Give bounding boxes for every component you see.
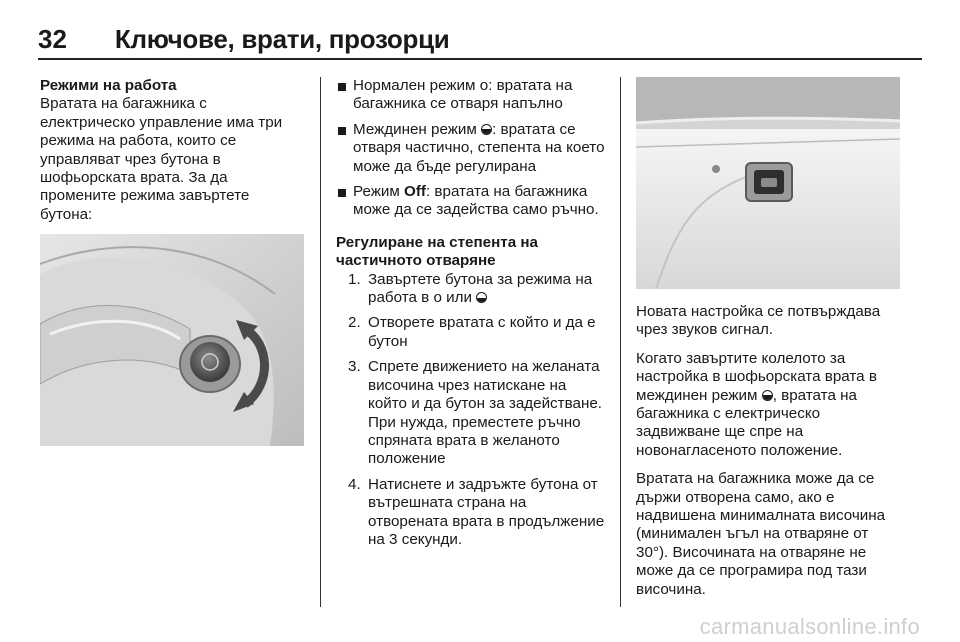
half-circle-icon	[481, 124, 492, 135]
step-text: Отворете вратата с който и да е бутон	[368, 314, 596, 350]
para-text: , вратата на багажника с електрическо задвижване ще спре на новонагласеното положение.	[636, 386, 857, 459]
bullet-text: Междинен режим	[353, 120, 482, 138]
step-text: Спрете движението на желаната височина чрез натискане на който и да бутон за задействане. При нужда, преместете ръчно спряната врата в желаното положение	[368, 358, 603, 468]
bullet-intermediate-mode	[336, 121, 606, 176]
watermark: carmanualsonline.info	[699, 614, 920, 639]
off-label: Off	[404, 183, 426, 201]
header-divider	[38, 58, 922, 60]
min-height-paragraph: Вратата на багажника може да се държи отворена само, ако е надвишена минималната височина (минимален ъгъл на отваряне от 30°). Височината на отваряне не може да се програмира под тази височина.	[636, 470, 886, 598]
page-number: 32	[38, 23, 67, 54]
page-header	[38, 22, 449, 56]
step-2	[336, 314, 606, 351]
half-circle-icon	[476, 292, 487, 303]
bullet-text: : вратата на багажника може да се задейства само ръчно.	[353, 183, 599, 219]
section-heading-modes: Режими на работа	[40, 77, 177, 94]
step-number: 4.	[348, 475, 361, 493]
step-number: 1.	[348, 270, 361, 288]
column-left	[40, 77, 304, 446]
intermediate-paragraph	[636, 350, 901, 460]
step-text: Натиснете и задръжте бутона от вътрешната страна на отворената врата в продължение на 3 секунди.	[368, 475, 605, 548]
para-text: Когато завъртите колелото за настройка в шофьорската врата в междинен режим	[636, 349, 877, 404]
bullet-text: Режим	[353, 183, 405, 201]
door-knob-illustration	[40, 234, 304, 446]
step-4	[336, 476, 606, 550]
modes-paragraph: Вратата на багажника с електрическо управление има три режима на работа, които се управляват чрез бутона в шофьорската врата. За да промените режима завъртете бутона:	[40, 95, 283, 223]
step-number: 3.	[348, 358, 361, 376]
bullet-off-mode	[336, 183, 606, 220]
chapter-title: Ключове, врати, прозорци	[114, 23, 450, 54]
section-heading-adjust: Регулиране на степента на частичното отваряне	[336, 233, 539, 270]
confirm-paragraph: Новата настройка се потвърждава чрез звуков сигнал.	[636, 303, 881, 339]
tailgate-button-illustration	[636, 77, 900, 289]
half-circle-icon	[762, 390, 773, 401]
column-divider-2	[620, 77, 621, 607]
column-divider-1	[320, 77, 321, 607]
step-number: 2.	[348, 314, 361, 332]
bullet-normal-mode	[336, 77, 606, 114]
column-right	[636, 77, 901, 609]
bullet-text: : вратата се отваря частично, степента на което може да бъде регулирана	[353, 120, 605, 175]
bullet-text: Нормален режим о: вратата на багажника се отваря напълно	[353, 77, 573, 113]
step-3	[336, 358, 606, 468]
step-1	[336, 271, 606, 308]
column-middle	[336, 77, 606, 556]
step-text: Завъртете бутона за режима на работа в о или	[368, 270, 593, 307]
